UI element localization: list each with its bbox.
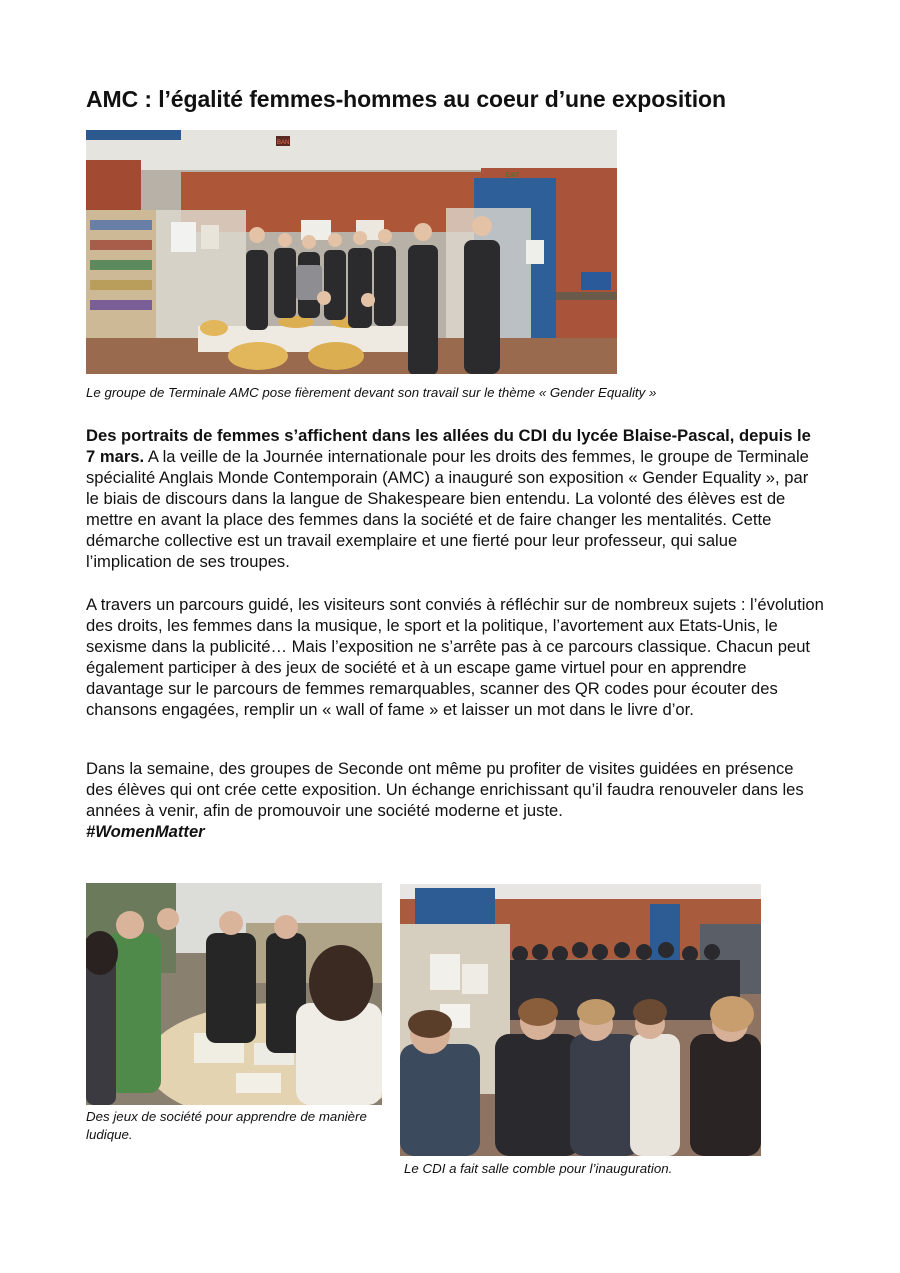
paragraph-3-body: Dans la semaine, des groupes de Seconde ont même pu profiter de visites guidées en présence des élèves qui ont crée cette exposition. Un échange enrichissant qu’il faudra renouveler dans les années à venir, afin de promouvoir une société moderne et juste. — [86, 759, 804, 820]
board-games-caption: Des jeux de société pour apprendre de manière ludique. — [86, 1109, 367, 1142]
ceiling-sign-text: BAN — [277, 140, 290, 146]
paragraph-1 — [86, 425, 824, 572]
main-group-photo — [86, 130, 617, 374]
crowd-photo — [400, 884, 761, 1156]
paragraph-1-lead: Des portraits de femmes s’affichent dans les allées du CDI du lycée Blaise-Pascal, depuis le 7 mars. — [86, 426, 811, 466]
article-title: AMC : l’égalité femmes-hommes au coeur d’une exposition — [86, 86, 726, 112]
paragraph-2: A travers un parcours guidé, les visiteurs sont conviés à réfléchir sur de nombreux sujets : l’évolution des droits, les femmes dans la musique, le sport et la politique, l’avortement aux Etats-Unis, le sexisme dans la publicité… Mais l’exposition ne s’arrête pas à ce parcours classique. Chacun peut également participer à des jeux de société et à un escape game virtuel pour en apprendre davantage sur le parcours de femmes remarquables, scanner des QR codes pour écouter des chansons engagées, remplir un « wall of fame » et laisser un mot dans le livre d’or. — [86, 595, 824, 719]
main-photo-caption: Le groupe de Terminale AMC pose fièrement devant son travail sur le thème « Gender Equality » — [86, 385, 657, 400]
crowd-caption: Le CDI a fait salle comble pour l’inauguration. — [404, 1161, 673, 1176]
paragraph-3 — [86, 758, 824, 842]
exit-sign-text: EXIT — [506, 173, 520, 179]
paragraph-1-body: A la veille de la Journée internationale pour les droits des femmes, le groupe de Terminale spécialité Anglais Monde Contemporain (AMC) a inauguré son exposition « Gender Equality », par le biais de discours dans la langue de Shakespeare bien entendu. La volonté des élèves est de mettre en avant la place des femmes dans la société et de faire changer les mentalités. Cette démarche collective est un travail exemplaire et une fierté pour leur professeur, qui salue l’implication de ses troupes. — [86, 447, 809, 571]
board-games-photo — [86, 883, 382, 1105]
hashtag: #WomenMatter — [86, 822, 205, 841]
